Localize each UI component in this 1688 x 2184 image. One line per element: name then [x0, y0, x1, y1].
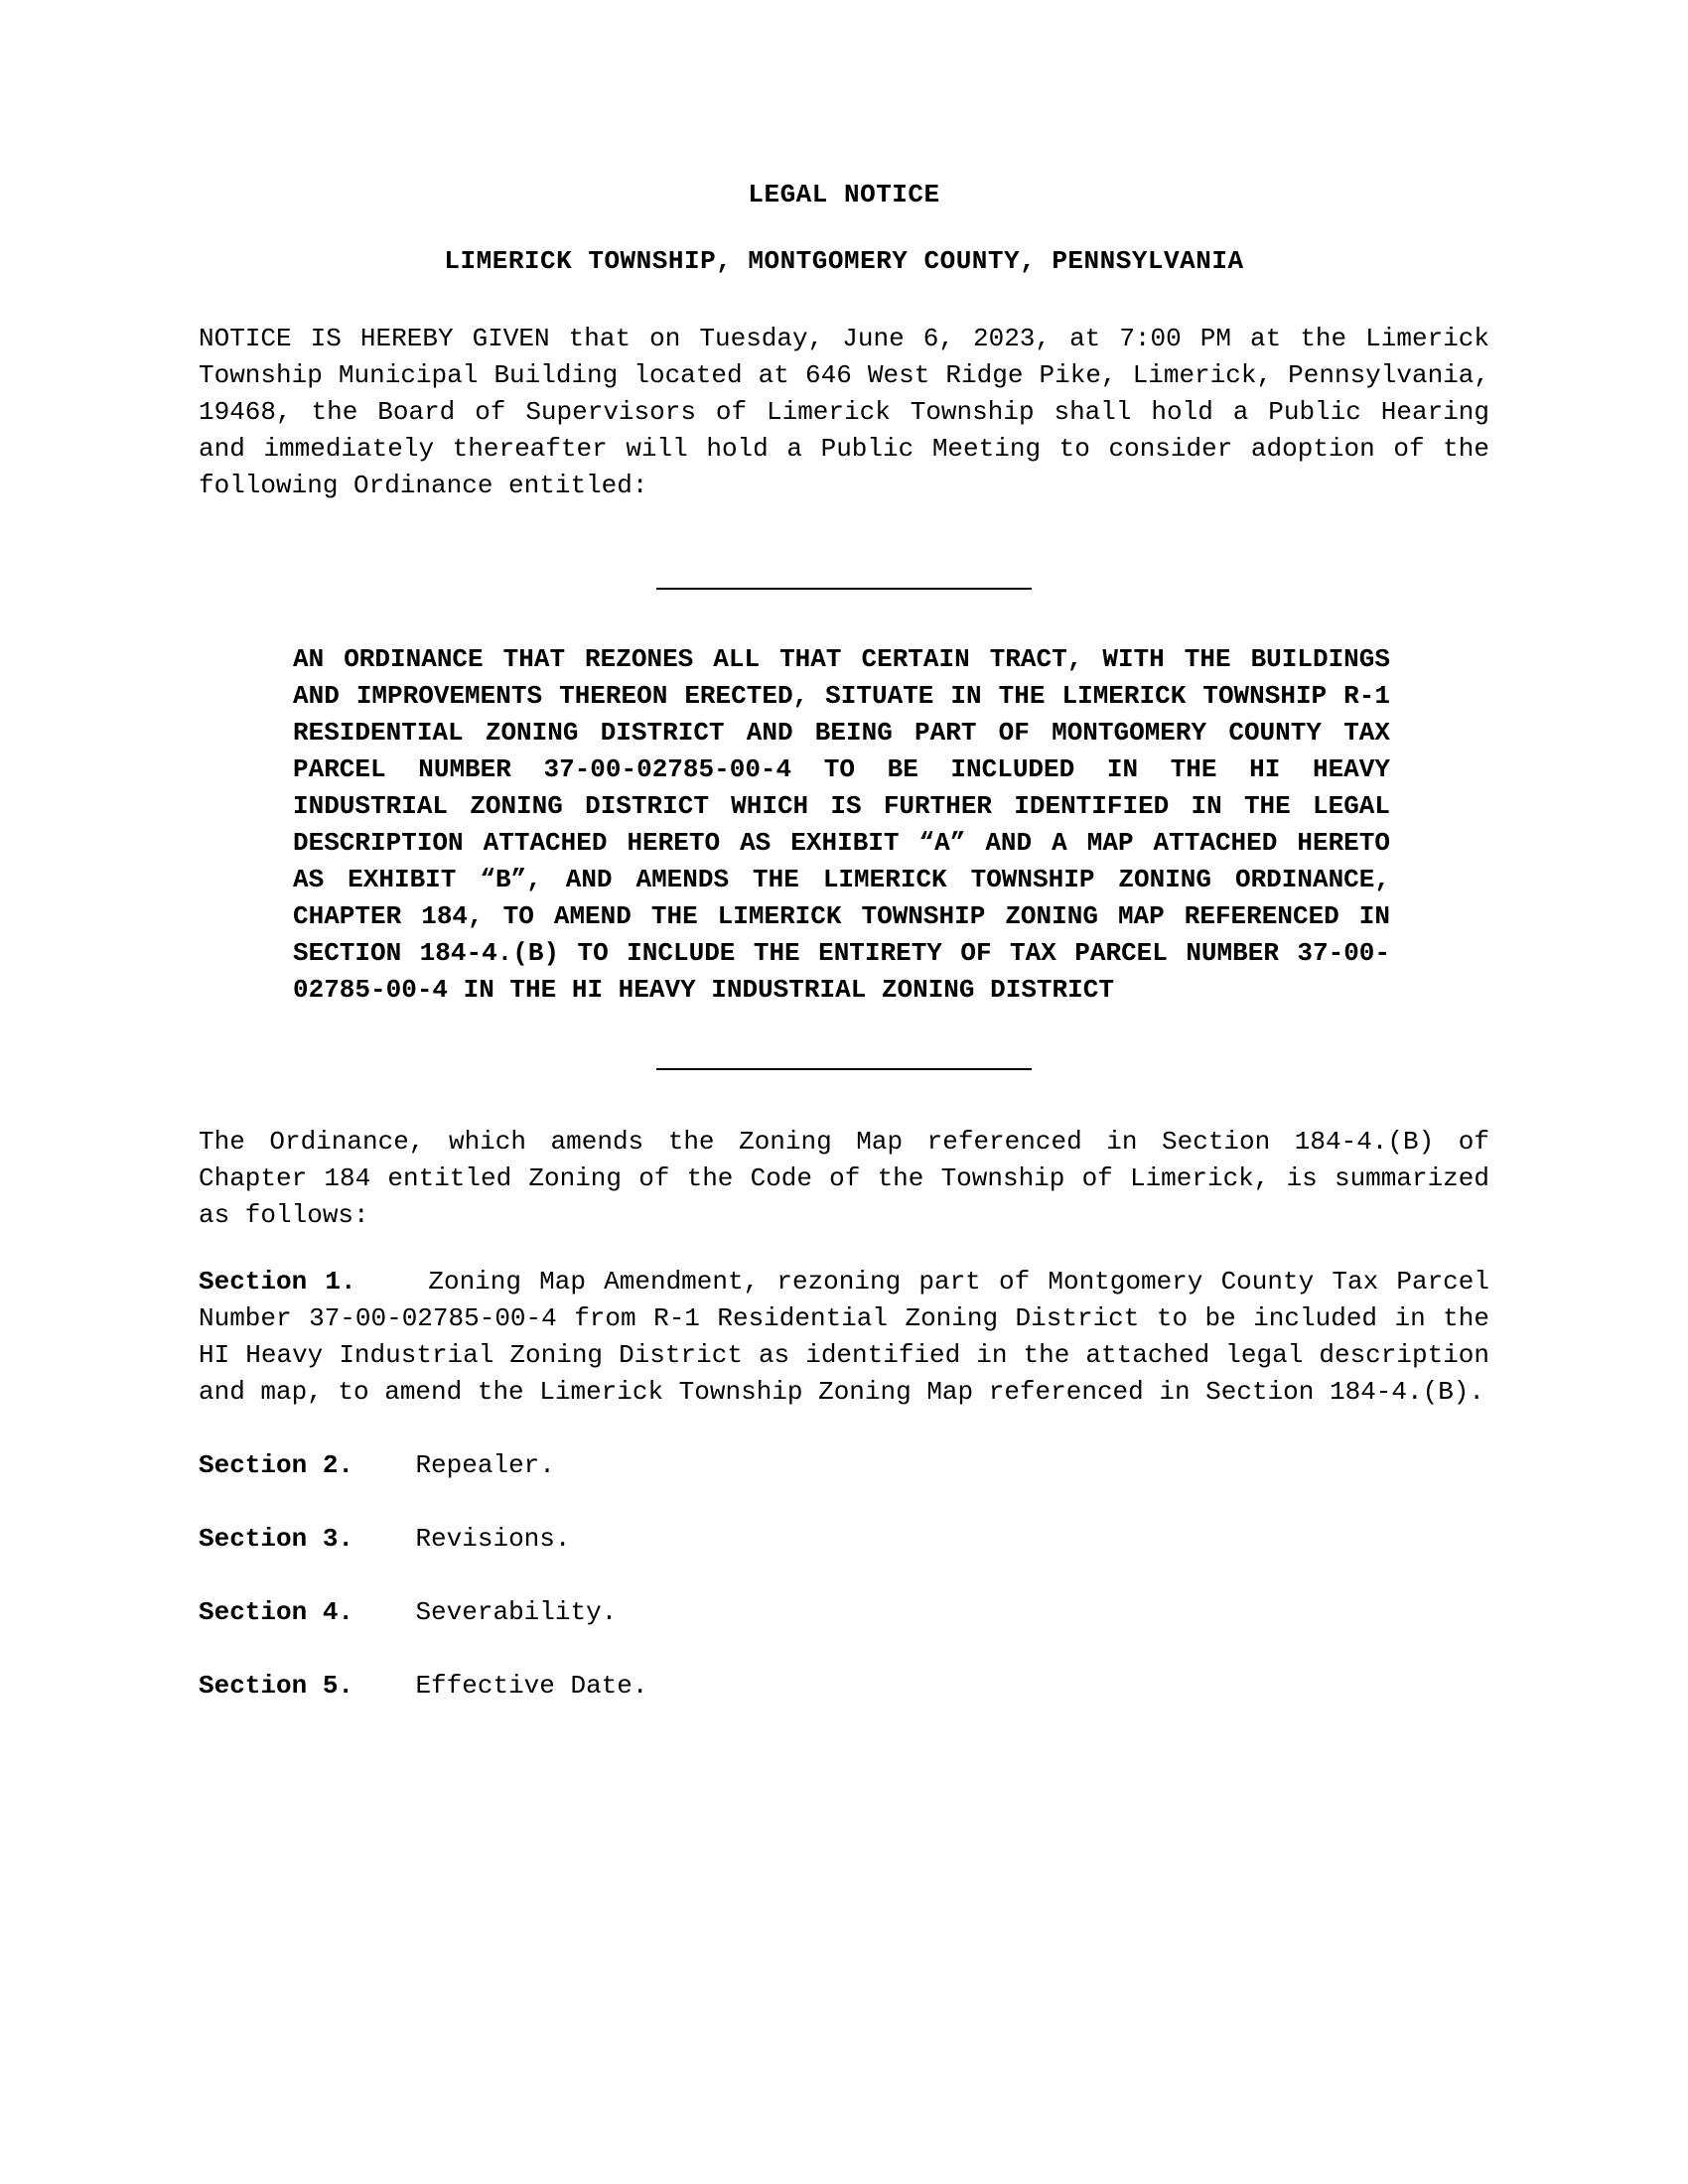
section-label: Section 1.: [199, 1267, 356, 1297]
section-gap: [353, 1524, 415, 1554]
section-label: Section 5.: [199, 1671, 354, 1701]
section-row: [199, 1594, 1489, 1631]
divider-rule-bottom: [199, 1060, 1489, 1078]
spacer-after-second-rule: [199, 1078, 1489, 1124]
section-gap: [356, 1267, 429, 1297]
section-text: Effective Date.: [415, 1671, 648, 1701]
spacer-after-first-rule: [199, 598, 1489, 641]
section-row: [199, 1264, 1489, 1411]
spacer-before-second-rule: [199, 1009, 1489, 1060]
summary-paragraph: The Ordinance, which amends the Zoning Map referenced in Section 184-4.(B) of Chapter 184 entitled Zoning of the Code of the Township of Limerick, is summarized as follows:: [199, 1127, 1489, 1230]
section-text: Revisions.: [415, 1524, 571, 1554]
section-text: Severability.: [415, 1597, 618, 1627]
section-gap: [353, 1450, 415, 1480]
section-label: Section 3.: [199, 1524, 354, 1554]
section-row: [199, 1521, 1489, 1558]
notice-paragraph: NOTICE IS HEREBY GIVEN that on Tuesday, June 6, 2023, at 7:00 PM at the Limerick Township Municipal Building located at 646 West Ridge Pike, Limerick, Pennsylvania, 19468, the Board of Supervisors of Limerick Township shall hold a Public Hearing and immediately thereafter will hold a Public Meeting to consider adoption of the following Ordinance entitled:: [199, 324, 1489, 500]
section-text: Repealer.: [415, 1450, 555, 1480]
section-row: [199, 1668, 1489, 1705]
spacer-before-first-rule: [199, 534, 1489, 580]
horizontal-rule-icon: [656, 588, 1032, 590]
page-title: LEGAL NOTICE: [748, 180, 940, 209]
section-label: Section 2.: [199, 1450, 354, 1480]
section-label: Section 4.: [199, 1597, 354, 1627]
horizontal-rule-icon: [656, 1068, 1032, 1070]
jurisdiction-heading: LIMERICK TOWNSHIP, MONTGOMERY COUNTY, PENNSYLVANIA: [444, 245, 1244, 276]
section-gap: [353, 1671, 415, 1701]
section-text: Zoning Map Amendment, rezoning part of Montgomery County Tax Parcel Number 37-00-02785-00-4 from R-1 Residential Zoning District to be included in the HI Heavy Industrial Zoning District as identified in the attached legal description and map, to amend the Limerick Township Zoning Map referenced in Section 184-4.(B).: [199, 1267, 1489, 1407]
divider-rule-top: [199, 580, 1489, 598]
section-gap: [353, 1597, 415, 1627]
section-row: [199, 1447, 1489, 1484]
ordinance-title: AN ORDINANCE THAT REZONES ALL THAT CERTAIN TRACT, WITH THE BUILDINGS AND IMPROVEMENTS THEREON ERECTED, SITUATE IN THE LIMERICK TOWNSHIP R-1 RESIDENTIAL ZONING DISTRICT AND BEING PART OF MONTGOMERY COUNTY TAX PARCEL NUMBER 37-00-02785-00-4 TO BE INCLUDED IN THE HI HEAVY INDUSTRIAL ZONING DISTRICT WHICH IS FURTHER IDENTIFIED IN THE LEGAL DESCRIPTION ATTACHED HERETO AS EXHIBIT “A” AND A MAP ATTACHED HERETO AS EXHIBIT “B”, AND AMENDS THE LIMERICK TOWNSHIP ZONING ORDINANCE, CHAPTER 184, TO AMEND THE LIMERICK TOWNSHIP ZONING MAP REFERENCED IN SECTION 184-4.(B) TO INCLUDE THE ENTIRETY OF TAX PARCEL NUMBER 37-00-02785-00-4 IN THE HI HEAVY INDUSTRIAL ZONING DISTRICT: [293, 644, 1390, 1005]
document-body: [199, 179, 1489, 1741]
